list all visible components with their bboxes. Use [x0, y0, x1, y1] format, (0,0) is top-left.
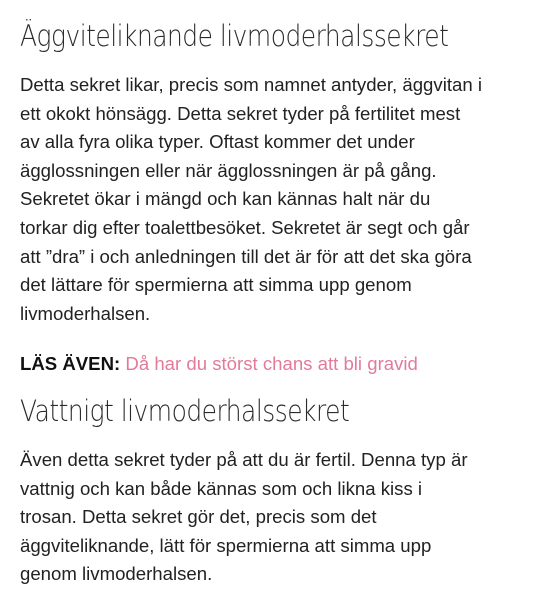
section-heading-egg-white: Äggviteliknande livmoderhalssekret: [20, 19, 449, 53]
body-line: Sekretet ökar i mängd och kan kännas halt när du: [20, 188, 431, 210]
body-line: vattnig och kan både kännas som och likna kiss i: [20, 477, 423, 499]
section-body-watery: [20, 446, 520, 589]
body-line: att ”dra” i och anledningen till det är för att det ska göra: [20, 245, 472, 267]
body-line: torkar dig efter toalettbesöket. Sekretet är segt och går: [20, 216, 470, 238]
read-also-label: LÄS ÄVEN:: [20, 353, 121, 374]
body-line: ett okokt hönsägg. Detta sekret tyder på fertilitet mest: [20, 102, 461, 124]
body-line: äggviteliknande, lätt för spermierna att simma upp: [20, 534, 432, 556]
body-line: det lättare för spermierna att simma upp genom: [20, 274, 412, 296]
section-body-egg-white: [20, 71, 532, 328]
body-line: trosan. Detta sekret gör det, precis som det: [20, 506, 377, 528]
section-heading-watery: Vattnigt livmoderhalssekret: [20, 394, 350, 428]
body-line: av alla fyra olika typer. Oftast kommer det under: [20, 131, 415, 153]
body-line: ägglossningen eller när ägglossningen är på gång.: [20, 159, 437, 181]
body-line: Även detta sekret tyder på att du är fertil. Denna typ är: [20, 449, 468, 470]
read-also-block: [20, 351, 418, 377]
body-line: Detta sekret likar, precis som namnet antyder, äggvitan i: [20, 74, 482, 95]
body-line: genom livmoderhalsen.: [20, 563, 213, 585]
body-line: livmoderhalsen.: [20, 302, 151, 324]
read-also-link[interactable]: Då har du störst chans att bli gravid: [125, 353, 418, 374]
